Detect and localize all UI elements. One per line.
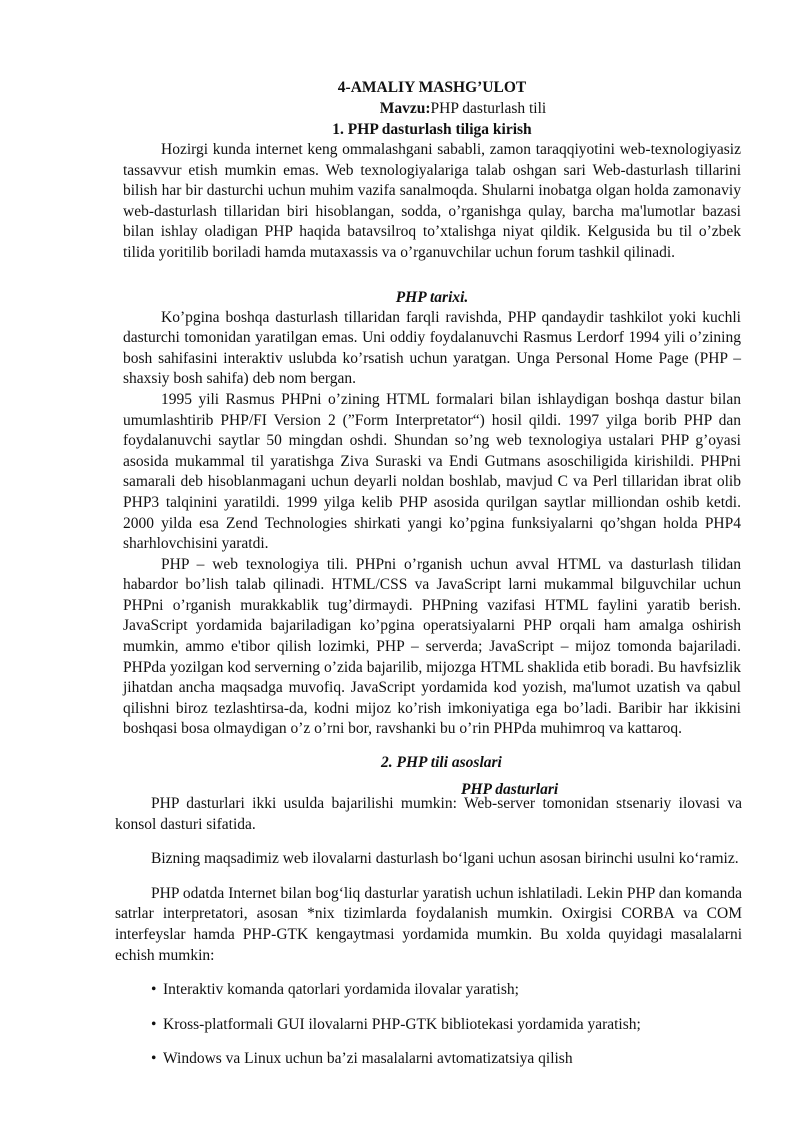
topic-label: Mavzu: (379, 100, 431, 117)
topic-line (123, 98, 741, 119)
list-item: • Kross-platformali GUI ilovalarni PHP-GTK bibliotekasi yordamida yaratish; (151, 1015, 742, 1036)
basics-paragraph-3: PHP odatda Internet bilan bog‘liq dasturlar yaratish uchun ishlatiladi. Lekin PHP dan komanda satrlar interpretatori, asosan *nix tizimlarda foydalanish mumkin. Oxirgisi CORBA va COM interfeyslar hamda PHP-GTK kengaytmasi yordamida mumkin. Bu xolda quyidagi masalalarni echish mumkin: (115, 884, 742, 964)
intro-paragraph: Hozirgi kunda internet keng ommalashgani sababli, zamon taraqqiyotini web-texnologiyasiz tassavvur etish mumkin emas. Web texnologiyalariga talab oshgan sari Web-dasturlash tillarini bilish har bir dasturchi uchun muhim vazifa sanalmoqda. Shularni inobatga olgan holda zamonaviy web-dasturlash tillaridan biri hisoblangan, sodda, o’rganishga qulay, barcha ma'lumotlar bazasi bilan ishlay oladigan PHP haqida batavsilroq to’xtalishga niyat qildik. Kelgusida bu til o’zbek tilida yoritilib boriladi hamda mutaxassis va o’rganuvchilar uchun forum tashkil qilinadi. (123, 141, 741, 261)
section-1-heading: 1. PHP dasturlash tiliga kirish (332, 121, 532, 138)
page-title: 4-AMALIY MASHG’ULOT (337, 79, 527, 96)
section-2-heading: 2. PHP tili asoslari (381, 754, 502, 772)
document-page-bottom (115, 794, 742, 1084)
history-paragraph-1: Ko’pgina boshqa dasturlash tillaridan farqli ravishda, PHP qandaydir tashkilot yoki kuchli dasturchi tomonidan yaratilgan emas. Uni oddiy foydalanuvchi Rasmus Lerdorf 1994 yili o’zining bosh sahifasini interaktiv uslubda ko’rsatish uchun yaratgan. Unga Personal Home Page (PHP – shaxsiy bosh sahifa) deb nom bergan. (123, 308, 741, 388)
topic-value: PHP dasturlash tili (430, 100, 547, 117)
history-heading: PHP tarixi. (395, 288, 469, 306)
document-page-top (123, 77, 741, 800)
task-list (115, 980, 742, 1070)
bullet-icon: • (151, 1015, 157, 1033)
basics-paragraph-1: PHP dasturlari ikki usulda bajarilishi mumkin: Web-server tomonidan stsenariy ilovasi va konsol dasturi sifatida. (115, 795, 742, 833)
section-2-subheading: PHP dasturlari (461, 781, 559, 799)
list-item: • Interaktiv komanda qatorlari yordamida ilovalar yaratish; (151, 980, 742, 1001)
bullet-icon: • (151, 981, 157, 999)
history-paragraph-2: 1995 yili Rasmus PHPni o’zining HTML formalari bilan ishlaydigan boshqa dastur bilan umumlashtirib PHP/FI Version 2 (”Form Interpretator“) hosil qildi. 1997 yilga borib PHP dan foydalanuvchi saytlar 50 mingdan oshdi. Shundan so’ng web texnologiya ustalari PHP g’oyasi asosida mukammal til yaratishga Ziva Suraski va Endi Gutmans asoschiligida kirishildi. PHPni samarali deb hisoblanmagani uchun deyarli noldan boshlab, mavjud C va Perl tillaridan ibrat olib PHP3 talqinini yaratildi. 1999 yilga kelib PHP asosida qurilgan saytlar milliondan oshib ketdi. 2000 yilda esa Zend Technologies shirkati yangi ko’pgina funksiyalarni qo’shgan holda PHP4 sharhlovchisini yaratdi. (123, 390, 741, 553)
history-paragraph-3: PHP – web texnologiya tili. PHPni o’rganish uchun avval HTML va dasturlash tilidan habardor bo’lish talab qilinadi. HTML/CSS va JavaScript larni mukammal bilguvchilar uchun PHPni o’rganish murakkablik tug’dirmaydi. PHPning vazifasi HTML faylini yaratib berish. JavaScript yordamida bajariladigan ko’pgina operatsiyalarni PHP orqali ham amalga oshirish mumkin, ammo e'tibor qilish lozimki, PHP – serverda; JavaScript – mijoz tomonda bajariladi. PHPda yozilgan kod serverning o’zida bajarilib, mijozga HTML shaklida etib boradi. Bu havfsizlik jihatdan ancha maqsadga muvofiq. JavaScript yordamida kod yozish, ma'lumot uzatish va qabul qilishni biroz tezlashtirsa-da, kodni mijoz ko’rish imkoniyatiga ega bo’ladi. Baribir har ikkisini boshqasi bosa olmaydigan o’z o’rni bor, ravshanki bu o’rin PHPda muhimroq va kattaroq. (123, 555, 741, 738)
basics-paragraph-2: Bizning maqsadimiz web ilovalarni dasturlash bo‘lgani uchun asosan birinchi usulni ko‘ramiz. (151, 850, 739, 868)
bullet-icon: • (151, 1050, 157, 1068)
list-item: • Windows va Linux uchun ba’zi masalalarni avtomatizatsiya qilish (151, 1049, 742, 1070)
